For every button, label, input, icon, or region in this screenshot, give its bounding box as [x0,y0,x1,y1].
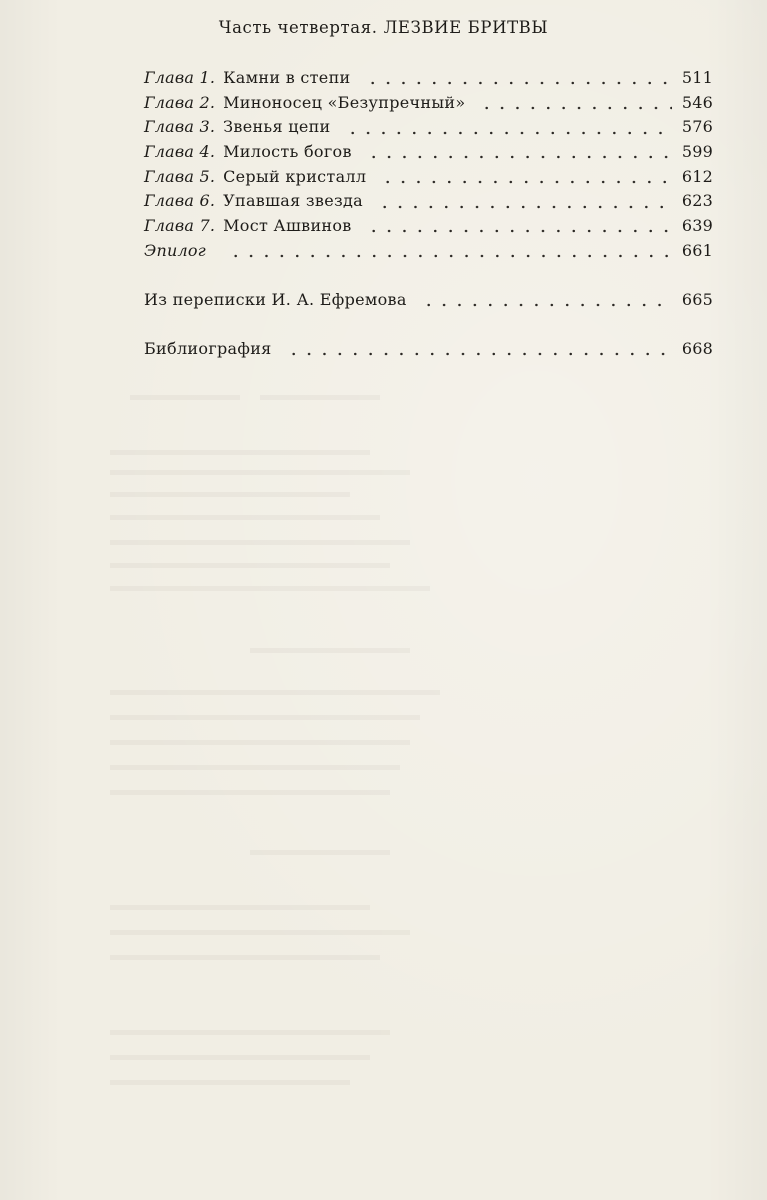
section-title: Из переписки И. А. Ефремова [144,289,407,309]
chapter-title: Милость богов [223,142,352,162]
dot-leader [380,169,672,185]
dot-leader [366,144,672,160]
toc-row-chapter-6 [144,189,713,214]
part-prefix: Часть четвертая. [218,18,378,37]
toc-row-chapter-4 [144,140,713,165]
dot-leader [286,341,672,357]
page-number: 668 [681,338,713,358]
chapter-title: Мост Ашвинов [223,216,352,236]
page-number: 639 [681,216,713,236]
dot-leader [479,95,671,111]
chapter-title: Камни в степи [223,68,351,87]
toc-row-chapter-3 [144,115,713,140]
toc-row-chapter-2 [144,91,713,116]
dot-leader [377,194,672,210]
toc-row-epilogue [144,239,713,264]
chapter-title: Миноносец «Безупречный» [223,92,466,112]
page-number: 661 [681,240,713,260]
epilogue-label: Эпилог [144,240,206,260]
dot-leader [365,70,672,86]
chapter-label: Глава 1. [144,68,216,87]
chapter-label: Глава 3. [144,117,216,137]
dot-leader [345,120,672,136]
toc-row-bibliography [144,334,713,364]
dot-leader [228,243,672,259]
section-title: Библиография [144,338,272,358]
page-number: 576 [681,117,713,137]
dot-leader [366,218,672,234]
toc-row-chapter-7 [144,214,713,239]
table-of-contents [144,66,713,364]
page-number: 623 [681,191,713,211]
chapter-label: Глава 7. [144,216,216,236]
chapter-label: Глава 5. [144,166,216,186]
toc-row-chapter-5 [144,165,713,190]
page-number: 546 [681,92,713,112]
chapter-label: Глава 2. [144,92,216,112]
page-number: 511 [681,68,713,87]
chapter-label: Глава 4. [144,142,216,162]
toc-row-correspondence [144,285,713,315]
chapter-title: Звенья цепи [223,117,331,137]
part-heading [0,18,767,37]
page-number: 612 [681,166,713,186]
chapter-title: Серый кристалл [223,166,367,186]
chapter-label: Глава 6. [144,191,216,211]
page-number: 665 [681,289,713,309]
dot-leader [421,292,672,308]
part-title: ЛЕЗВИЕ БРИТВЫ [383,18,549,37]
page-number: 599 [681,142,713,162]
chapter-title: Упавшая звезда [223,191,364,211]
toc-row-chapter-1 [144,66,713,91]
